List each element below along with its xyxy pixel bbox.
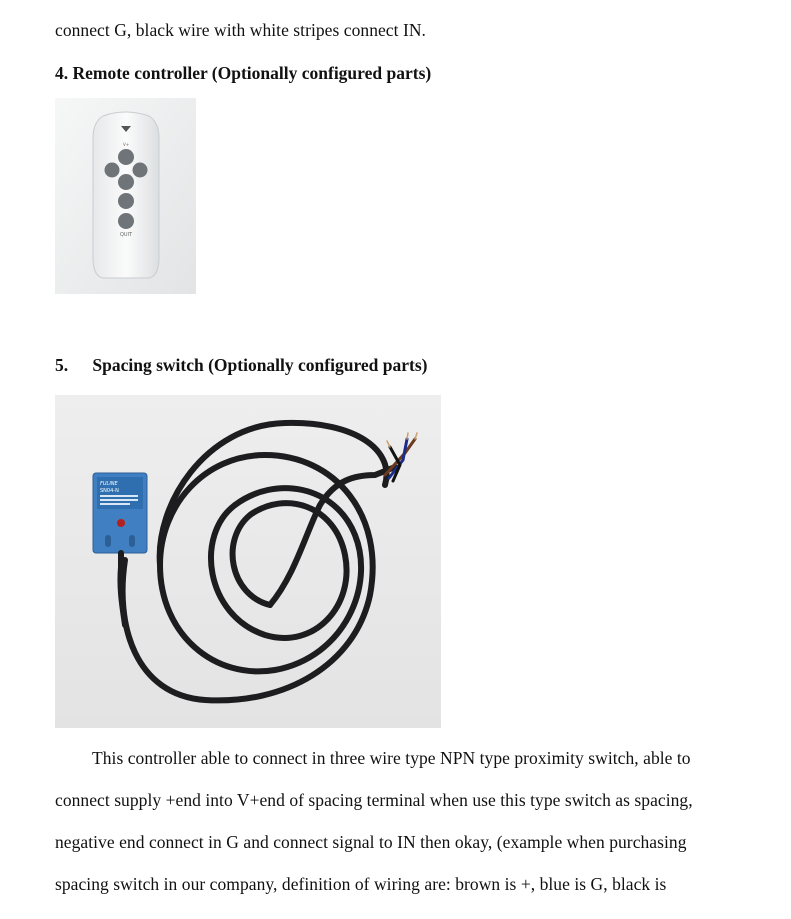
sensor-brand-label: FULINE — [100, 481, 118, 487]
sensor-model-label: SN04-N — [100, 488, 119, 494]
remote-label-quit: QUIT — [119, 232, 133, 238]
paragraph-line: spacing switch in our company, definition of wiring are: brown is +, blue is G, black is — [55, 874, 667, 894]
section-heading-remote-controller — [55, 63, 431, 84]
section-heading-spacing-switch — [55, 355, 428, 376]
paragraph-line: This controller able to connect in three wire type NPN type proximity switch, able to — [92, 748, 691, 768]
remote-controller-photo — [55, 98, 196, 294]
section-title: Remote controller (Optionally configured parts) — [72, 63, 432, 83]
intro-text-line: connect G, black wire with white stripes connect IN. — [55, 20, 426, 40]
section-number: 5. — [55, 355, 69, 375]
spacing-switch-photo — [55, 395, 441, 728]
section-number: 4. — [55, 63, 69, 83]
paragraph-line: connect supply +end into V+end of spacing terminal when use this type switch as spacing, — [55, 790, 693, 810]
paragraph-line: negative end connect in G and connect signal to IN then okay, (example when purchasing — [55, 832, 687, 852]
section-title: Spacing switch (Optionally configured parts) — [92, 355, 428, 375]
remote-label-vplus: V+ — [122, 142, 130, 147]
